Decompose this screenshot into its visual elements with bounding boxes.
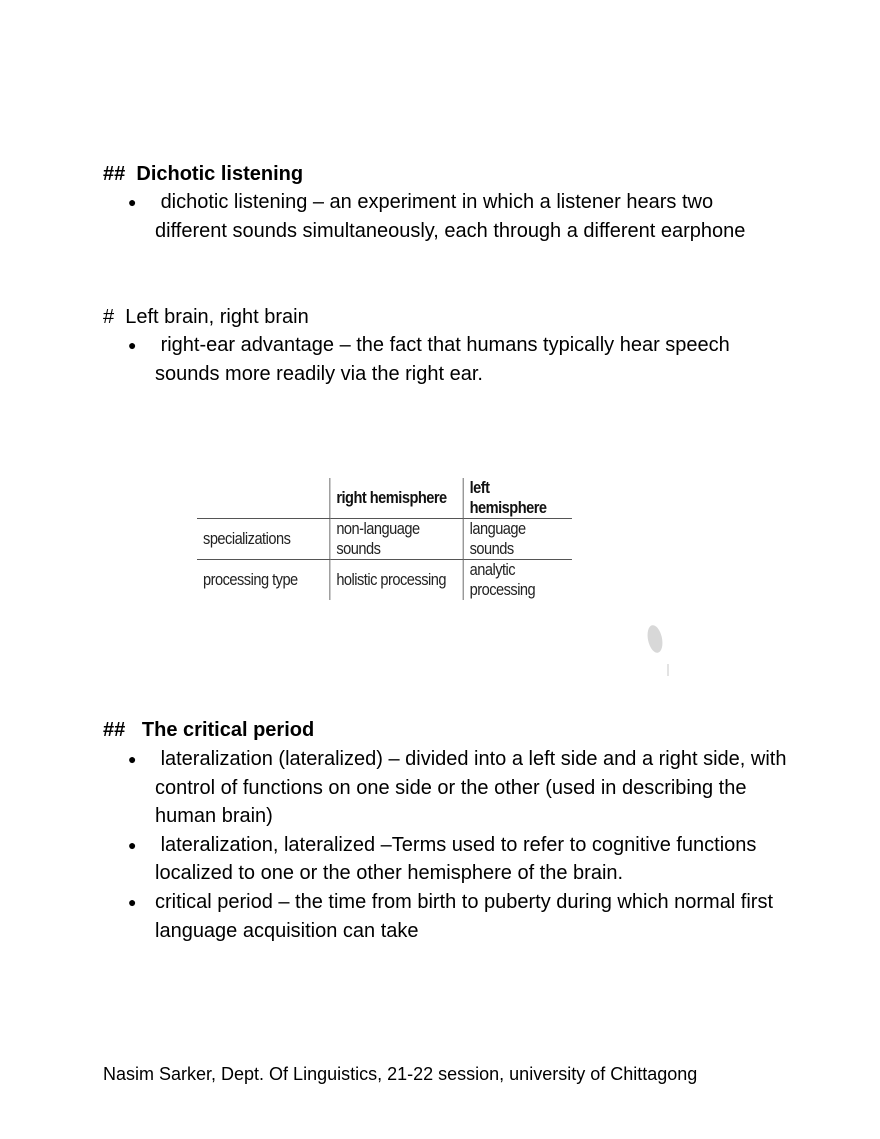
list-item-text: right-ear advantage – the fact that humans typically hear speech sounds more readily via the right ear. (155, 334, 736, 385)
table-cell: non-language sounds (330, 519, 463, 560)
bullet-icon: ● (128, 194, 137, 210)
bullet-list-critical-period (128, 745, 793, 945)
table-cell: analytic processing (463, 560, 572, 601)
list-item (128, 745, 793, 831)
scan-artifact (645, 624, 665, 654)
list-item (128, 331, 788, 388)
table-cell: holistic processing (330, 560, 463, 601)
hemisphere-comparison-table (197, 478, 633, 599)
table-cell: language sounds (463, 519, 572, 560)
scan-artifact (667, 664, 669, 676)
table-header-cell: right hemisphere (330, 478, 463, 519)
list-item (128, 188, 788, 245)
list-item-text: critical period – the time from birth to puberty during which normal first language acquisition can take (155, 890, 779, 942)
table-cell: specializations (197, 519, 330, 560)
list-item (128, 831, 788, 888)
bullet-list-left-right-brain (128, 331, 788, 388)
heading-text: Dichotic listening (136, 163, 304, 185)
table-cell: processing type (203, 570, 298, 589)
table-header-row (197, 478, 572, 519)
list-item-text: lateralization (lateralized) – divided into a left side and a right side, with control of functions on one side or the other (used in describing the human brain) (155, 748, 793, 828)
page-footer: Nasim Sarker, Dept. Of Linguistics, 21-22 session, university of Chittagong (103, 1064, 698, 1084)
bullet-icon: ● (128, 751, 137, 767)
table-row (197, 519, 572, 560)
heading-text: The critical period (141, 719, 315, 741)
section-heading-dichotic-listening (103, 160, 303, 188)
heading-text: Left brain, right brain (125, 306, 309, 328)
bullet-icon: ● (128, 337, 137, 353)
heading-marker: ## (103, 719, 126, 741)
section-heading-left-right-brain (103, 303, 309, 331)
list-item (128, 888, 788, 945)
table-header-cell: left hemisphere (463, 478, 572, 519)
bullet-icon: ● (128, 893, 137, 910)
bullet-icon: ● (128, 836, 137, 853)
heading-marker: ## (103, 163, 126, 185)
bullet-list-dichotic (128, 188, 788, 245)
table-row (197, 560, 572, 601)
list-item-text: lateralization, lateralized –Terms used to refer to cognitive functions localized to one or the other hemisphere of the brain. (155, 833, 762, 885)
section-heading-critical-period (103, 716, 314, 744)
list-item-text: dichotic listening – an experiment in which a listener hears two different sounds simultaneously, each through a different earphone (155, 191, 746, 242)
heading-marker: # (103, 306, 115, 328)
table-header-cell (197, 478, 330, 519)
